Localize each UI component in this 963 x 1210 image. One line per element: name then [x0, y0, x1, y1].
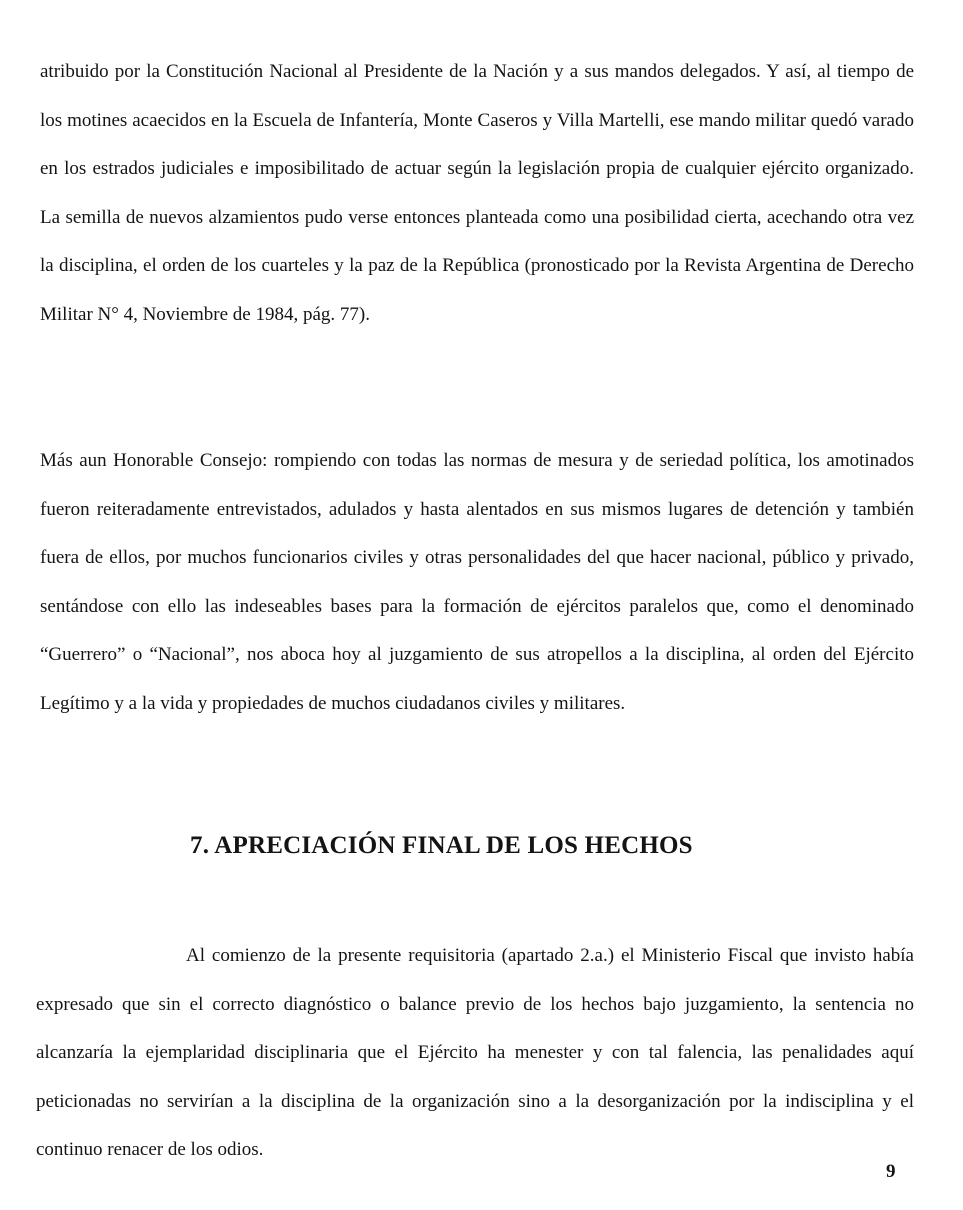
- page-number: 9: [886, 1161, 896, 1182]
- paragraph-requisitoria: Al comienzo de la presente requisitoria (apartado 2.a.) el Ministerio Fiscal que invisto había expresado que sin el correcto diagnóstico o balance previo de los hechos bajo juzgamiento, la sentencia no alcanzaría la ejemplaridad disciplinaria que el Ejército ha menester y con tal falencia, las penalidades aquí peticionadas no servirían a la disciplina de la organización sino a la desorganización por la indisciplina y el continuo renacer de los odios.: [36, 945, 914, 1160]
- paragraph-honorable-consejo: Más aun Honorable Consejo: rompiendo con todas las normas de mesura y de seriedad política, los amotinados fueron reiteradamente entrevistados, adulados y hasta alentados en sus mismos lugares de detención y también fuera de ellos, por muchos funcionarios civiles y otras personalidades del que hacer nacional, público y privado, sentándose con ello las indeseables bases para la formación de ejércitos paralelos que, como el denominado “Guerrero” o “Nacional”, nos aboca hoy al juzgamiento de sus atropellos a la disciplina, al orden del Ejército Legítimo y a la vida y propiedades de muchos ciudadanos civiles y militares.: [40, 450, 914, 714]
- section-heading: 7. APRECIACIÓN FINAL DE LOS HECHOS: [190, 832, 693, 859]
- paragraph-motines: atribuido por la Constitución Nacional al Presidente de la Nación y a sus mandos delegados. Y así, al tiempo de los motines acaecidos en la Escuela de Infantería, Monte Caseros y Villa Martelli, ese mando militar quedó varado en los estrados judiciales e imposibilitado de actuar según la legislación propia de cualquier ejército organizado. La semilla de nuevos alzamientos pudo verse entonces planteada como una posibilidad cierta, acechando otra vez la disciplina, el orden de los cuarteles y la paz de la República (pronosticado por la Revista Argentina de Derecho Militar N° 4, Noviembre de 1984, pág. 77).: [40, 61, 914, 325]
